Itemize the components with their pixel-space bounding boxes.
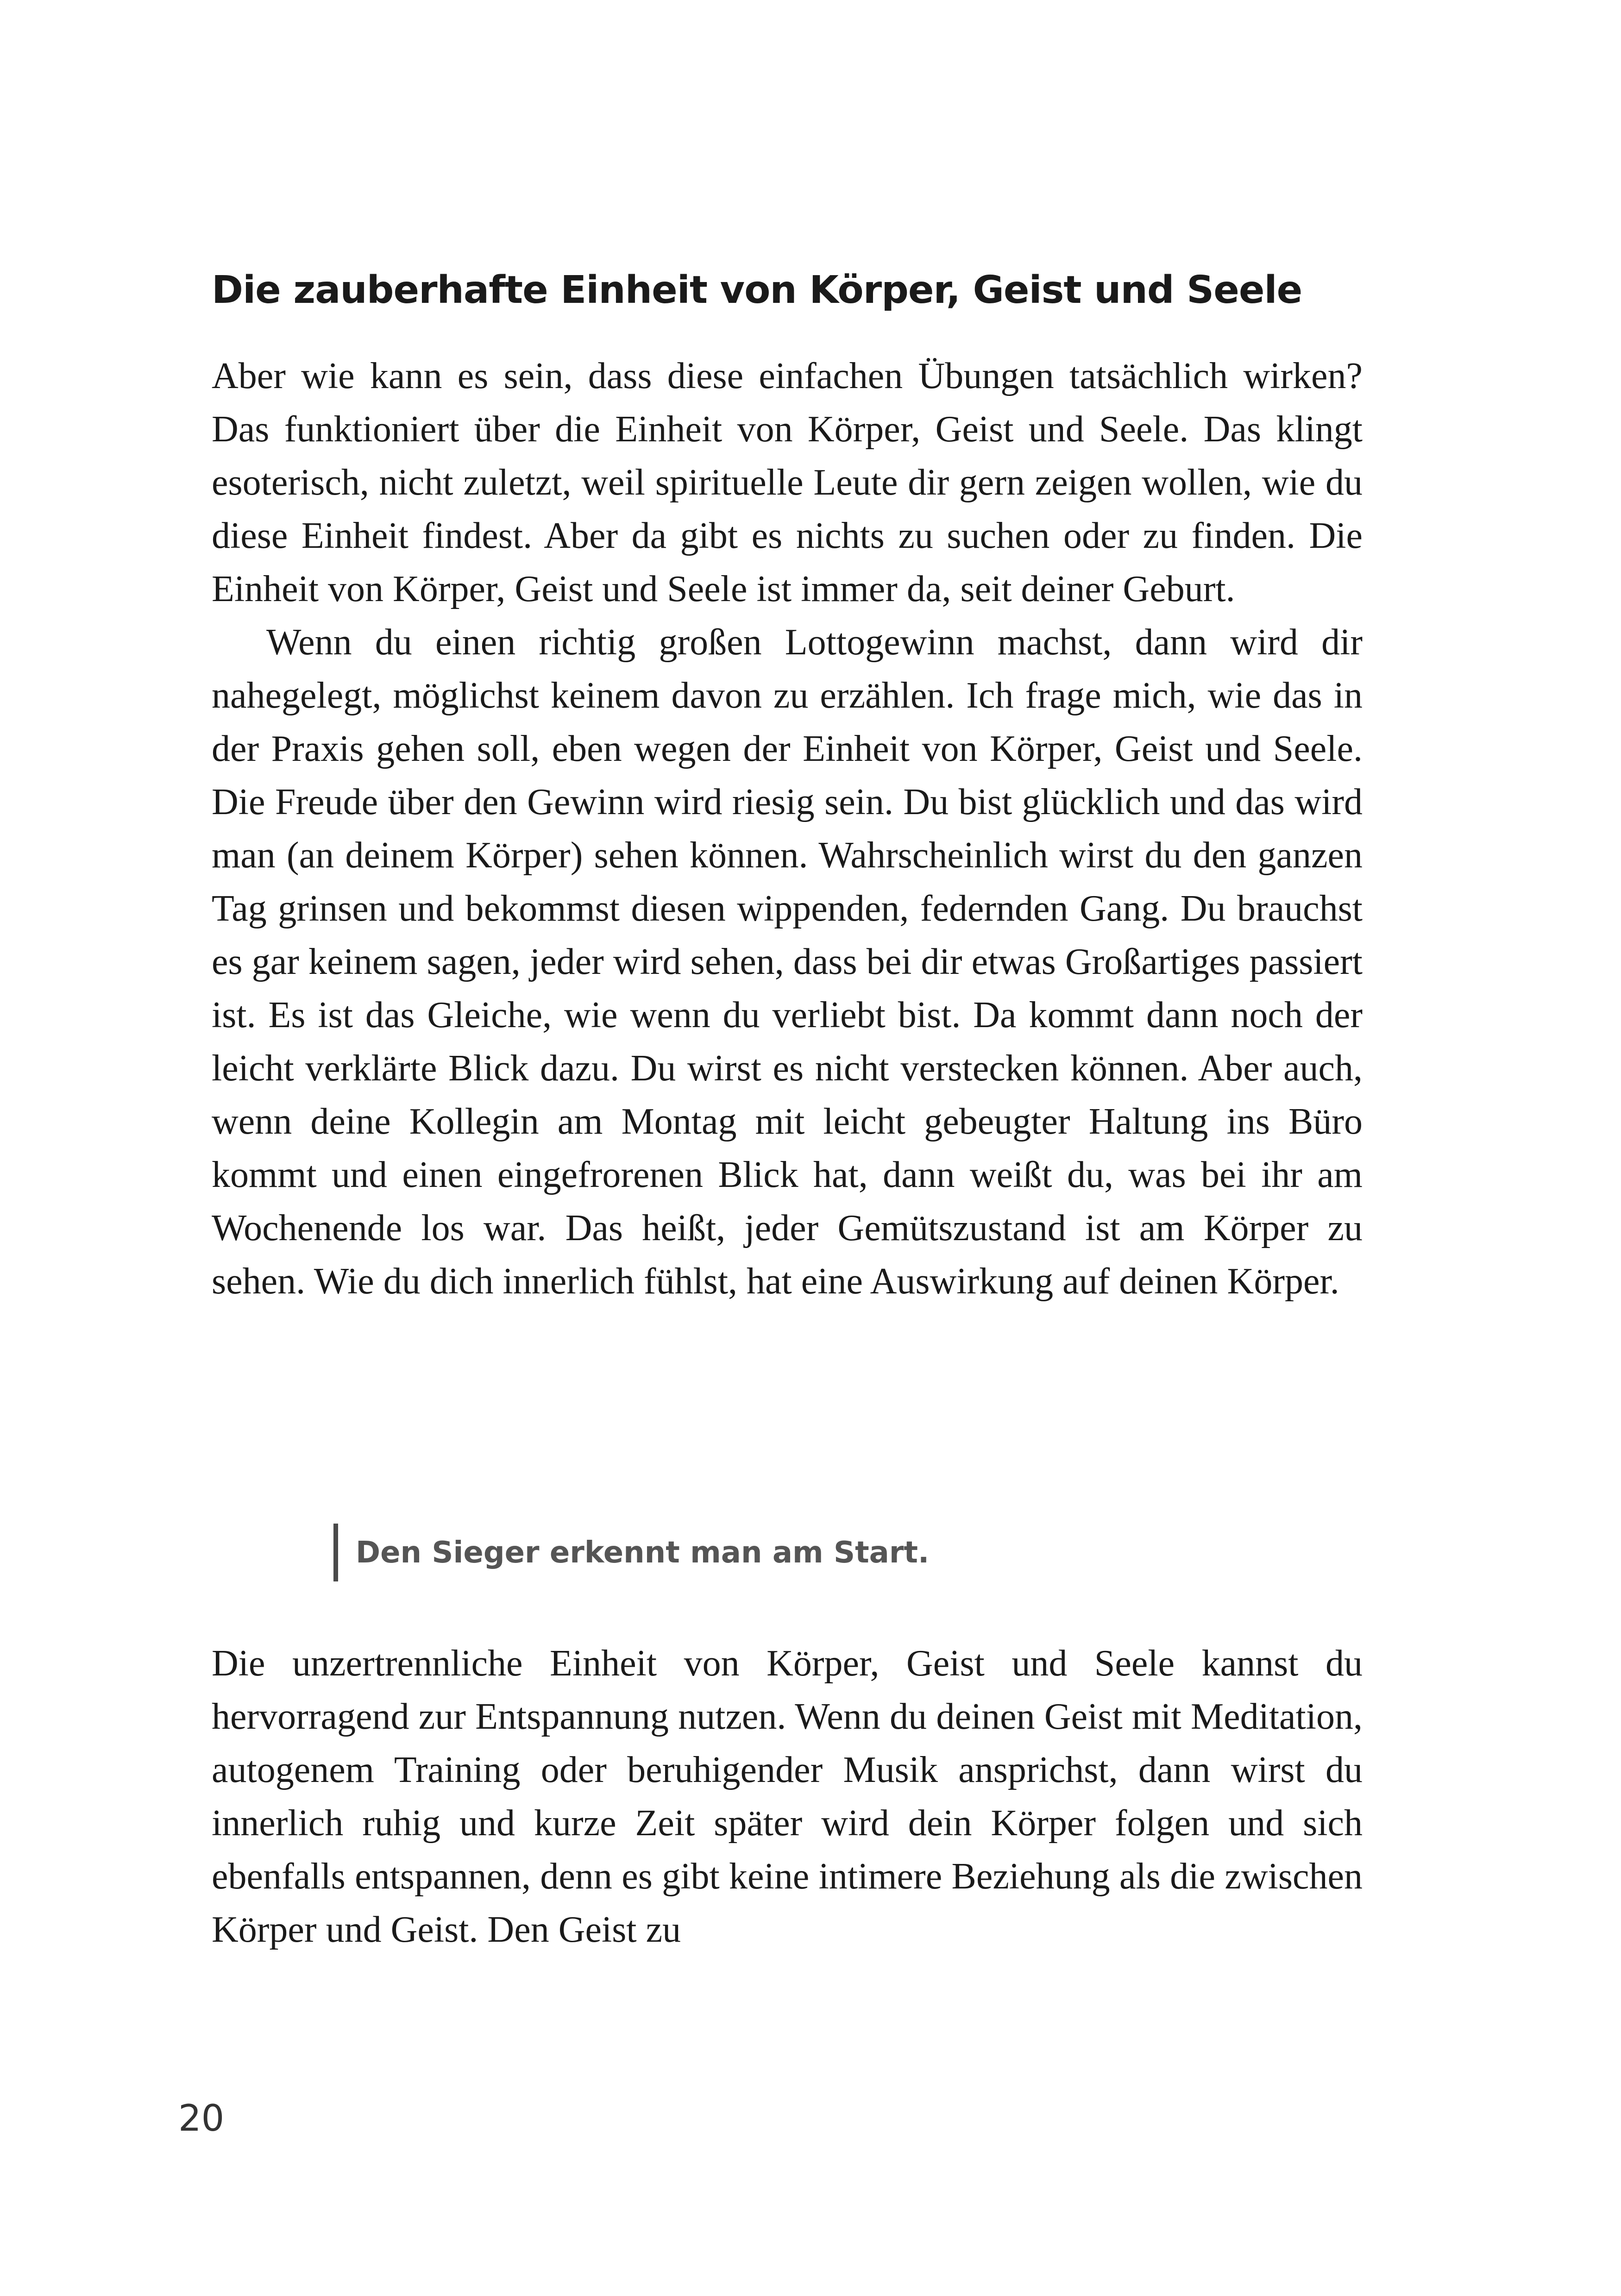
pull-quote-text: Den Sieger erkennt man am Start.	[356, 1535, 930, 1570]
pull-quote	[333, 1524, 929, 1581]
text-block-bottom	[212, 1637, 1363, 1957]
page-number: 20	[178, 2098, 225, 2139]
text-block-top	[212, 350, 1363, 1308]
paragraph: Aber wie kann es sein, dass diese einfachen Übungen tatsächlich wirken? Das funktioniert über die Einheit von Körper, Geist und Seele. Das klingt esoterisch, nicht zuletzt, weil spirituelle Leute dir gern zeigen wollen, wie du diese Einheit findest. Aber da gibt es nichts zu suchen oder zu finden. Die Einheit von Körper, Geist und Seele ist immer da, seit deiner Geburt.	[212, 356, 1363, 609]
section-heading: Die zauberhafte Einheit von Körper, Geist und Seele	[212, 268, 1302, 312]
paragraph: Wenn du einen richtig großen Lottogewinn machst, dann wird dir nahegelegt, möglichst keinem davon zu erzählen. Ich frage mich, wie das in der Praxis gehen soll, eben wegen der Einheit von Körper, Geist und Seele. Die Freude über den Gewinn wird riesig sein. Du bist glücklich und das wird man (an deinem Körper) sehen können. Wahrscheinlich wirst du den ganzen Tag grinsen und bekommst diesen wippenden, federnden Gang. Du brauchst es gar keinem sagen, jeder wird sehen, dass bei dir etwas Großartiges passiert ist. Es ist das Gleiche, wie wenn du verliebt bist. Da kommt dann noch der leicht verklärte Blick dazu. Du wirst es nicht verstecken können. Aber auch, wenn deine Kollegin am Montag mit leicht gebeugter Haltung ins Büro kommt und einen eingefrorenen Blick hat, dann weißt du, was bei ihr am Wochenende los war. Das heißt, jeder Gemütszustand ist am Körper zu sehen. Wie du dich innerlich fühlst, hat eine Auswirkung auf deinen Körper.	[212, 622, 1363, 1302]
paragraph: Die unzertrennliche Einheit von Körper, Geist und Seele kannst du hervorragend zur Entspannung nutzen. Wenn du deinen Geist mit Meditation, autogenem Training oder beruhigender Musik ansprichst, dann wirst du innerlich ruhig und kurze Zeit später wird dein Körper folgen und sich ebenfalls entspannen, denn es gibt keine intimere Beziehung als die zwischen Körper und Geist. Den Geist zu	[212, 1643, 1363, 1950]
